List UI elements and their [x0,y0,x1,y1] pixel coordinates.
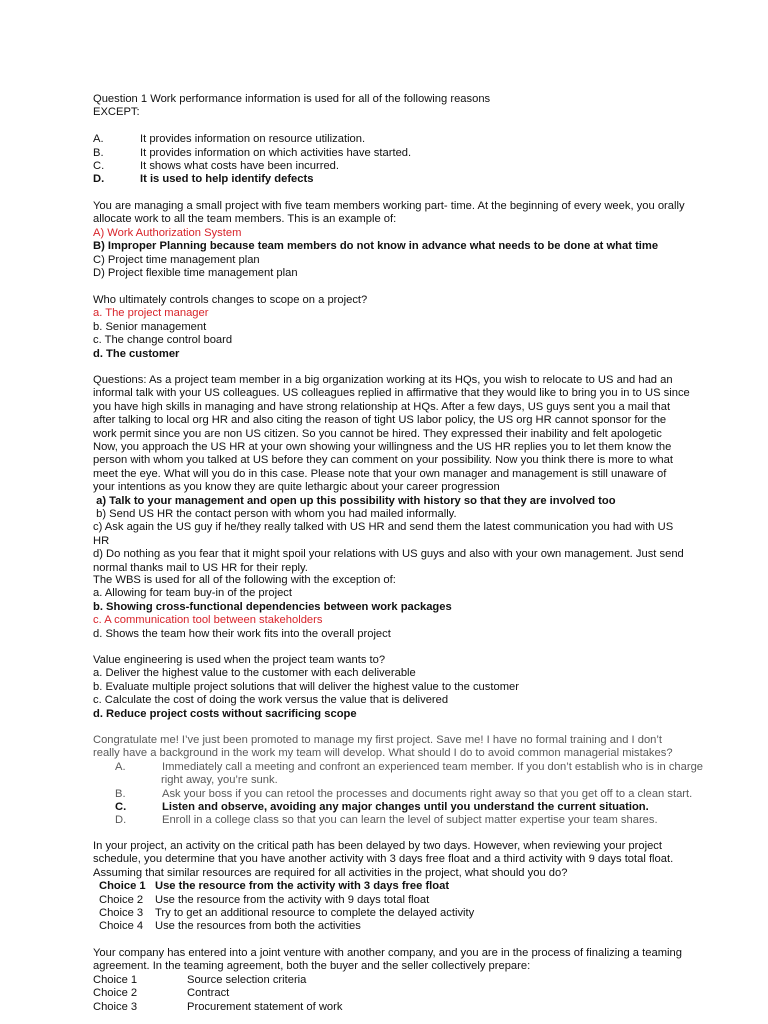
option-c: HR [93,534,110,547]
option-d-answer: d. Reduce project costs without sacrificing scope [93,707,357,720]
question-stem: In your project, an activity on the critical path has been delayed by two days. However, when reviewing your project [93,840,662,852]
question-stem: You are managing a small project with five team members working part- time. At the beginning of every week, you orally [93,200,685,212]
option-b: B. Ask your boss if you can retool the processes and documents right away so that you get off to a clean start. [115,787,693,800]
question-stem: Who ultimately controls changes to scope on a project? [93,294,368,306]
option-c: c. The change control board [93,334,233,347]
question-stem: Questions: As a project team member in a big organization working at its HQs, you wish to relocate to US and had an [93,374,673,386]
question-stem: allocate work to all the team members. This is an example of: [93,213,397,226]
question-stem: EXCEPT: [93,106,140,119]
choice-3: Choice 3 Procurement statement of work [93,1000,343,1013]
question-3 [93,294,718,361]
question-stem: your intentions as you know they are quite lethargic about your career progression [93,481,500,494]
question-stem: Question 1 Work performance information is used for all of the following reasons [93,93,491,105]
option-b-answer: B) Improper Planning because team members do not know in advance what needs to be done at what time [93,240,659,253]
option-a: a. The project manager [93,307,209,320]
question-stem: meet the eye. What will you do in this case. Please note that your own manager and management is still unaware of [93,467,667,480]
option-a-continued: right away, you’re sunk. [161,774,278,787]
option-c: C) Project time management plan [93,253,260,266]
question-7 [93,734,718,828]
option-c: c. Calculate the cost of doing the work versus the value that is delivered [93,694,449,707]
question-stem: work permit since you are non US citizen. So you cannot be hired. They expressed their inability and felt apologetic [93,427,662,440]
question-4 [93,374,718,575]
option-d: D) Project flexible time management plan [93,267,298,280]
question-5 [93,574,718,641]
question-8 [93,840,718,934]
option-a: A) Work Authorization System [93,226,242,239]
choice-3: Choice 3 Try to get an additional resource to complete the delayed activity [99,907,475,920]
option-d: normal thanks mail to US HR for their reply. [93,561,308,574]
option-c: C. It shows what costs have been incurred. [93,160,339,173]
question-1 [93,93,718,187]
question-6 [93,654,718,721]
question-stem: Your company has entered into a joint venture with another company, and you are in the process of finalizing a teaming [93,947,682,959]
choice-2: Choice 2 Contract [93,987,230,1000]
question-stem: Assuming that similar resources are required for all activities in the project, what should you do? [93,866,568,879]
question-stem: Value engineering is used when the project team wants to? [93,654,386,666]
option-d-answer: D. It is used to help identify defects [93,173,314,186]
question-2 [93,200,718,280]
option-d: d. Shows the team how their work fits into the overall project [93,627,391,640]
option-b: b. Senior management [93,320,207,333]
question-stem: Congratulate me! I’ve just been promoted to manage my first project. Save me! I have no formal training and I don’t [93,734,662,746]
option-a: A. Immediately call a meeting and confront an experienced team member. If you don’t establish who is in charge [115,760,704,773]
option-c: c) Ask again the US guy if he/they really talked with US HR and send them the latest communication you had with US [93,521,674,534]
option-a-answer: a) Talk to your management and open up this possibility with history so that they are involved too [93,494,616,507]
question-stem: schedule, you determine that you have another activity with 3 days free float and a third activity with 9 days total float. [93,853,674,866]
question-stem: really have a background in the work my team will develop. What should I do to avoid common managerial mistakes? [93,747,673,760]
option-b-answer: b. Showing cross-functional dependencies between work packages [93,600,452,613]
option-b: b) Send US HR the contact person with whom you had mailed informally. [93,508,457,521]
option-d-answer: d. The customer [93,347,180,360]
option-c-answer: C. Listen and observe, avoiding any major changes until you understand the current situation. [115,801,649,814]
question-stem: informal talk with your US colleagues. US colleagues replied in affirmative that they would like to bring you in to US since [93,387,690,400]
option-c: c. A communication tool between stakeholders [93,614,323,627]
option-a: a. Allowing for team buy-in of the project [93,587,292,600]
option-a: a. Deliver the highest value to the customer with each deliverable [93,667,416,680]
option-b: b. Evaluate multiple project solutions that will deliver the highest value to the customer [93,680,519,693]
question-stem: after talking to local org HR and also citing the reason of tight US labor policy, the US org HR cannot sponsor for the [93,414,667,427]
option-d: D. Enroll in a college class so that you can learn the level of subject matter expertise your team shares. [115,814,658,827]
choice-1-answer: Choice 1 Use the resource from the activity with 3 days free float [99,880,450,893]
choice-4: Choice 4 Use the resources from both the activities [99,920,361,933]
question-stem: The WBS is used for all of the following with the exception of: [93,574,396,586]
option-b: B. It provides information on which activities have started. [93,146,412,159]
question-stem: Now, you approach the US HR at your own showing your willingness and the US HR replies you to let them know the [93,441,672,454]
question-stem: you have high skills in managing and have strong relationship at HQs. After a few days, US guys sent you a mail that [93,400,671,413]
choice-1: Choice 1 Source selection criteria [93,973,307,986]
question-stem: agreement. In the teaming agreement, both the buyer and the seller collectively prepare: [93,960,531,973]
option-d: d) Do nothing as you fear that it might spoil your relations with US guys and also with your own management. Just send [93,548,684,561]
question-9 [93,947,718,1014]
question-stem: person with whom you talked at US before they can comment on your possibility. Now you think there is more to what [93,454,673,467]
option-a: A. It provides information on resource utilization. [93,133,366,146]
choice-2: Choice 2 Use the resource from the activity with 9 days total float [99,893,430,906]
